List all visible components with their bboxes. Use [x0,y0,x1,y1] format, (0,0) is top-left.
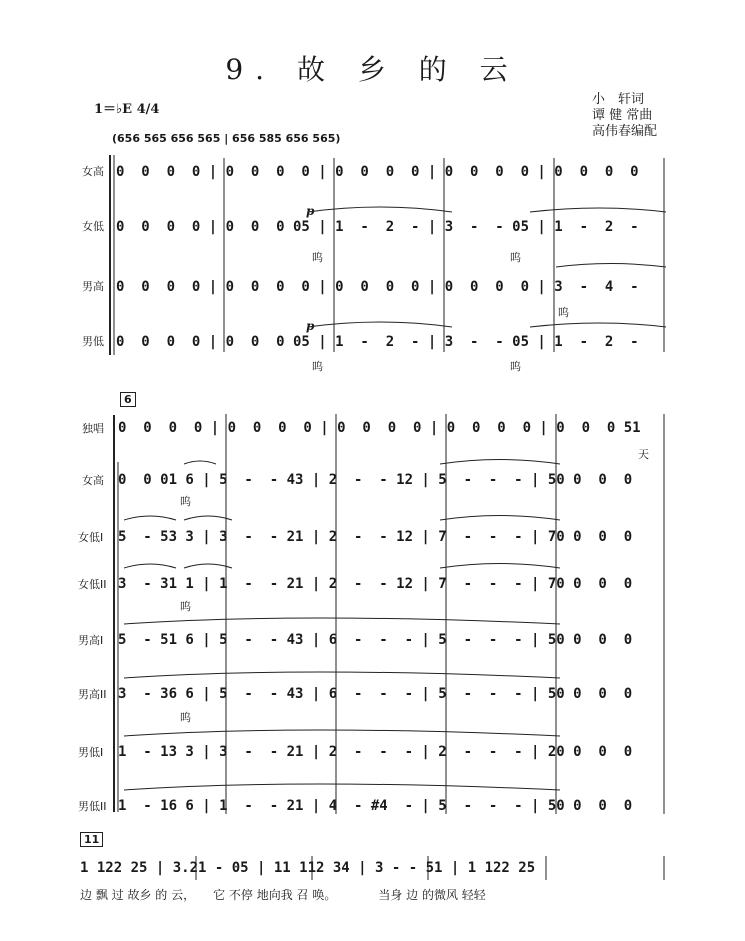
lyric-line: 呜 呜 [312,251,521,264]
composer-credit: 谭 健 常曲 [592,108,653,123]
lyric-line: 天 [638,448,649,461]
part-label: 女低II [78,578,107,591]
part-label: 男高II [78,688,107,701]
lyric-line: 呜 [180,495,191,508]
slur [556,264,666,268]
part-label: 男低I [78,746,104,759]
key-signature: 1＝♭E 4/4 [94,102,160,117]
lyricist-credit: 小 轩词 [592,92,645,107]
rehearsal-mark: 6 [120,392,136,407]
part-label: 男低 [82,335,104,348]
dynamic-marking: p [306,204,315,218]
part-label: 男高 [82,280,104,293]
staff-line-notes: 0 0 0 0 | 0 0 0 0 | 0 0 0 0 | 0 0 0 0 | 0 0 0 0 [116,164,639,180]
staff-line-notes: 3 - 31 1 | 1 - - 21 | 2 - - 12 | 7 - - - | 70 0 0 0 [118,576,633,592]
lyric-line: 呜 呜 [312,360,521,373]
staff-line-notes: 1 - 13 3 | 3 - - 21 | 2 - - - | 2 - - - | 20 0 0 0 [118,744,633,760]
staff-line-notes: 5 - 53 3 | 3 - - 21 | 2 - - 12 | 7 - - - | 70 0 0 0 [118,529,633,545]
part-label: 女低 [82,220,104,233]
slur [530,208,666,212]
melody-line-notes: 1 122 25 | 3.21 - 05 | 11 112 34 | 3 - - 51 | 1 122 25 [80,860,536,876]
part-label: 男高I [78,634,104,647]
lyric-line: 呜 [180,600,191,613]
staff-line-notes: 0 0 0 0 | 0 0 0 05 | 1 - 2 - | 3 - - 05 | 1 - 2 - [116,334,639,350]
melody-lyrics: 边 飘 过 故乡 的 云， 它 不停 地向我 召 唤。 当身 边 的微风 轻轻 [80,888,486,902]
slur [530,323,666,327]
lyric-line: 呜 [558,306,569,319]
staff-line-notes: 0 0 0 0 | 0 0 0 0 | 0 0 0 0 | 0 0 0 0 | 3 - 4 - [116,279,639,295]
dynamic-marking: p [306,319,315,333]
slur [308,322,452,327]
staff-line-notes: 3 - 36 6 | 5 - - 43 | 6 - - - | 5 - - - | 50 0 0 0 [118,686,633,702]
arranger-credit: 高伟春编配 [592,124,658,139]
staff-line-notes: 0 0 0 0 | 0 0 0 0 | 0 0 0 0 | 0 0 0 0 | 0 0 0 51 [118,420,641,436]
page-title: 9. 故 乡 的 云 [225,53,520,86]
intro-motif: (656 565 656 565 | 656 585 656 565) [112,132,341,145]
part-label: 女高 [82,165,104,178]
staff-line-notes: 5 - 51 6 | 5 - - 43 | 6 - - - | 5 - - - | 50 0 0 0 [118,632,633,648]
staff-line-notes: 0 0 0 0 | 0 0 0 05 | 1 - 2 - | 3 - - 05 | 1 - 2 - [116,219,639,235]
part-label: 女高 [82,474,104,487]
part-label: 女低I [78,531,104,544]
rehearsal-mark: 11 [80,832,103,847]
lyric-line: 呜 [180,711,191,724]
staff-line-notes: 1 - 16 6 | 1 - - 21 | 4 - #4 - | 5 - - - | 50 0 0 0 [118,798,633,814]
part-label: 独唱 [82,422,104,435]
staff-line-notes: 0 0 01 6 | 5 - - 43 | 2 - - 12 | 5 - - - | 50 0 0 0 [118,472,633,488]
slur [308,207,452,212]
part-label: 男低II [78,800,107,813]
